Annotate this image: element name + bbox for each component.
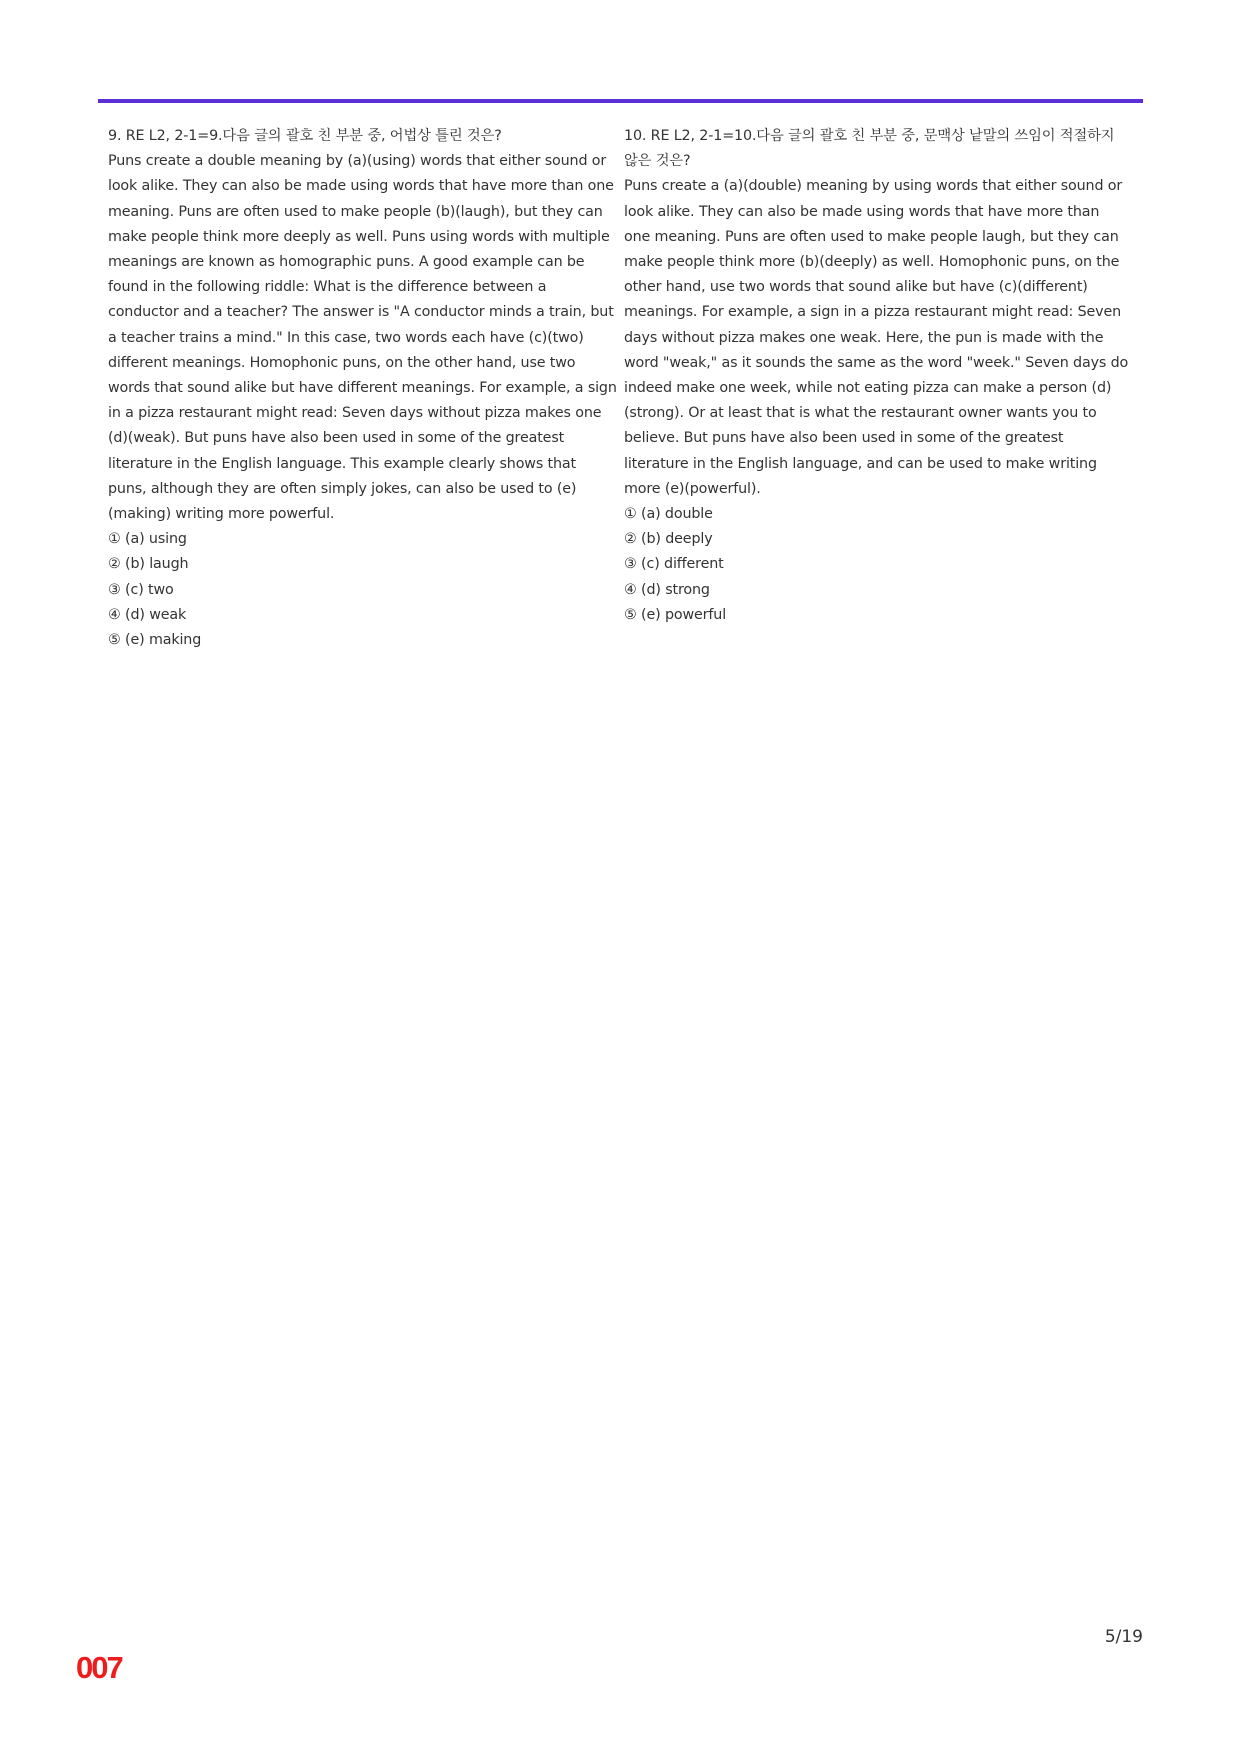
question-9 — [108, 124, 618, 653]
answer-choices — [624, 502, 1129, 628]
answer-choice[interactable]: ③ (c) two — [108, 581, 174, 598]
question-10 — [624, 124, 1129, 628]
answer-choice[interactable]: ① (a) using — [108, 531, 187, 548]
answer-choices — [108, 527, 618, 653]
answer-choice[interactable]: ④ (d) weak — [108, 606, 187, 623]
answer-choice[interactable]: ② (b) laugh — [108, 556, 189, 573]
question-passage: Puns create a (a)(double) meaning by using words that either sound or look alike. They can also be made using words that have more than one meaning. Puns are often used to make people laugh, but they can make people think more (b)(deeply) as well. Homophonic puns, on the other hand, use two words that sound alike but have (c)(different) meanings. For example, a sign in a pizza restaurant might read: Seven days without pizza makes one weak. Here, the pun is made with the word "weak," as it sounds the same as the word "week." Seven days do indeed make one week, while not eating pizza can make a person (d)(strong). Or at least that is what the restaurant owner wants you to believe. But puns have also been used in some of the greatest literature in the English language, and can be used to make writing more (e)(powerful). — [624, 178, 1129, 497]
header-divider — [98, 99, 1143, 103]
page-number: 5/19 — [1104, 1627, 1143, 1647]
answer-choice[interactable]: ③ (c) different — [624, 556, 724, 573]
answer-choice[interactable]: ④ (d) strong — [624, 581, 710, 598]
answer-choice[interactable]: ⑤ (e) powerful — [624, 606, 727, 623]
question-title: 9. RE L2, 2-1=9.다음 글의 괄호 친 부분 중, 어법상 틀린 것은? — [108, 128, 502, 144]
question-title: 10. RE L2, 2-1=10.다음 글의 괄호 친 부분 중, 문맥상 낱말의 쓰임이 적절하지 않은 것은? — [624, 128, 1115, 170]
answer-choice[interactable]: ② (b) deeply — [624, 531, 713, 548]
document-code: 007 — [76, 1650, 122, 1685]
answer-choice[interactable]: ① (a) double — [624, 506, 713, 523]
answer-choice[interactable]: ⑤ (e) making — [108, 632, 202, 649]
question-passage: Puns create a double meaning by (a)(using) words that either sound or look alike. They can also be made using words that have more than one meaning. Puns are often used to make people (b)(laugh), but they can make people think more deeply as well. Puns using words with multiple meanings are known as homographic puns. A good example can be found in the following riddle: What is the difference between a conductor and a teacher? The answer is "A conductor minds a train, but a teacher trains a mind." In this case, two words each have (c)(two) different meanings. Homophonic puns, on the other hand, use two words that sound alike but have different meanings. For example, a sign in a pizza restaurant might read: Seven days without pizza makes one (d)(weak). But puns have also been used in some of the greatest literature in the English language. This example clearly shows that puns, although they are often simply jokes, can also be used to (e)(making) writing more powerful. — [108, 153, 617, 523]
